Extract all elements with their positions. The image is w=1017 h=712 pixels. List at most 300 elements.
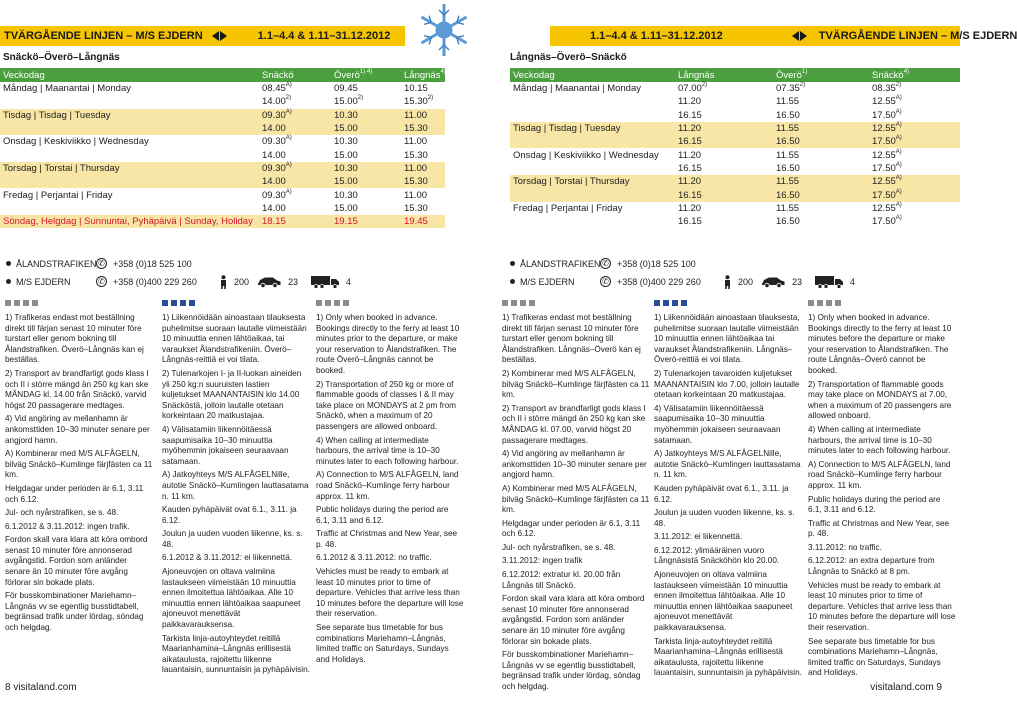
footnotes-swedish — [502, 300, 650, 696]
table-row — [0, 135, 445, 148]
weekday-cell: Måndag | Maanantai | Monday — [513, 83, 641, 95]
time-cell — [262, 96, 334, 107]
time-cell — [334, 176, 404, 187]
time-value: 16.15 — [678, 189, 702, 201]
time-cell — [872, 163, 960, 174]
weekday-cell: Tisdag | Tisdag | Tuesday — [513, 123, 621, 135]
line-title: TVÄRGÅENDE LINJEN – M/S EJDERN — [818, 30, 1017, 42]
square-icon — [32, 300, 38, 306]
table-row — [510, 148, 960, 161]
footnote-paragraph: 2) Transport av brandfarligt gods klass I och II i större mängd än 250 kg kan ske MÅNDAG kl. 14.00 från Snäckö, varvid högst 20 passagerare medtages. — [5, 368, 149, 410]
time-cell — [334, 216, 404, 227]
time-cell — [404, 163, 445, 174]
footnote-paragraph: 1) Trafikeras endast mot beställning direkt till färjan senast 10 minuter före turstart eller genom bokning till Ålandstrafiken. Långnäs–Överö kan ej beställas. — [502, 313, 641, 365]
time-cell — [404, 216, 445, 227]
header-bar — [0, 26, 405, 46]
col-port-1: Snäckö — [262, 69, 294, 81]
time-value: 08.35 — [872, 83, 896, 95]
square-icon — [325, 300, 331, 306]
left-page — [0, 0, 480, 712]
table-row — [510, 122, 960, 135]
time-value: 16.50 — [776, 216, 800, 228]
contact-row — [510, 256, 872, 271]
time-cell — [678, 110, 776, 121]
square-icon — [817, 300, 823, 306]
time-value: 10.30 — [334, 136, 358, 148]
time-value: 14.00 — [262, 149, 286, 161]
time-value: 07.00 — [678, 83, 702, 95]
footnote-paragraph: 3.11.2012: ei liikennettä. — [654, 532, 743, 542]
square-icon — [681, 300, 687, 306]
time-note: 2) — [427, 95, 434, 102]
time-cell — [872, 203, 960, 214]
footnote-paragraph: 2) Transportation of flammable goods may take place on MONDAYS at 7.00, when a maximum of 20 passengers are allowed onboard. — [808, 379, 952, 421]
weekday-cell: Onsdag | Keskiviikko | Wednesday — [513, 149, 659, 161]
footnote-paragraph: Vehicles must be ready to embark at least 10 minutes prior to time of departure. Vehicles that arrive less than 10 minutes before the departure will lose their reservation. — [316, 567, 464, 619]
square-icon — [5, 300, 11, 306]
square-icon — [520, 300, 526, 306]
car-icon — [760, 276, 786, 288]
time-value: 12.55 — [872, 202, 896, 214]
footnote-paragraph: 2) Transportation of 250 kg or more of flammable goods of classes I & II may take place on MONDAYS at 2 pm from Snäckö, when a maximum of 20 passengers are allowed onboard. — [316, 379, 456, 431]
truck-capacity: 4 — [850, 276, 856, 287]
timetable — [510, 68, 960, 228]
time-cell — [678, 216, 776, 227]
time-note: A) — [895, 215, 902, 222]
right-page — [480, 0, 1017, 712]
time-cell — [872, 150, 960, 161]
time-value: 10.30 — [334, 189, 358, 201]
time-value: 11.00 — [404, 189, 428, 201]
footnote-paragraph: 1) Only when booked in advance. Bookings directly to the ferry at least 10 minutes before the departure or make your reservation to Ålandstrafiken. The route Långnäs–Överö cannot be booked. — [808, 313, 952, 375]
footnote-paragraph: 6.1.2012 & 3.11.2012: no traffic. — [316, 553, 432, 563]
time-value: 09.45 — [334, 83, 358, 95]
time-value: 11.20 — [678, 123, 702, 135]
validity-dates: 1.1–4.4 & 1.11–31.12.2012 — [590, 30, 723, 42]
footnote-paragraph: Joulun ja uuden vuoden liikenne, ks. s. 48. — [162, 529, 303, 549]
language-marker — [316, 300, 464, 306]
contact-row — [6, 274, 368, 289]
line-title-right — [783, 30, 1017, 42]
time-value: 09.30 — [262, 109, 286, 121]
time-cell — [404, 96, 445, 107]
footnote-paragraph: 3.11.2012: ingen trafik — [502, 556, 583, 566]
col-weekday: Veckodag — [3, 69, 45, 81]
footnote-paragraph: See separate bus timetable for bus combinations Mariehamn–Långnäs, limited traffic on Saturdays, Sundays and Holidays. — [808, 636, 941, 678]
time-cell — [872, 216, 960, 227]
time-value: 08.45 — [262, 83, 286, 95]
truck-capacity: 4 — [346, 276, 352, 287]
time-value: 10.15 — [404, 83, 428, 95]
time-value: 12.55 — [872, 149, 896, 161]
time-value: 18.15 — [262, 216, 286, 228]
footnote-paragraph: Kauden pyhäpäivät ovat 6.1., 3.11. ja 6.12. — [654, 483, 789, 504]
footnote-paragraph: Helgdagar under perioden är 6.1, 3.11 och 6.12. — [502, 518, 641, 539]
phone-number: +358 (0)400 229 260 — [113, 276, 197, 287]
truck-icon — [310, 275, 340, 289]
time-value: 19.45 — [404, 216, 428, 228]
table-row — [0, 122, 445, 135]
time-cell — [678, 150, 776, 161]
footnote-paragraph: 6.12.2012: extratur kl. 20.00 från Långnäs till Snäckö. — [502, 570, 621, 590]
footnote-paragraph: 2) Tulenarkojen I- ja II-luokan aineiden yli 250 kg:n suuruisten lastien kuljetukset MAANANTAISIN klo 14.00 Snäcköstä, jolloin lautalle otetaan korkeintaan 20 matkustajaa. — [162, 368, 302, 421]
contact-block — [6, 256, 368, 292]
car-icon — [256, 276, 282, 288]
passenger-capacity: 200 — [234, 276, 250, 287]
time-cell — [262, 110, 334, 121]
time-value: 15.30 — [404, 176, 428, 188]
time-cell — [404, 136, 445, 147]
table-row — [0, 95, 445, 108]
square-icon — [654, 300, 660, 306]
footnote-paragraph: För busskombinationer Mariehamn–Långnäs vv se egentlig busstidtabell, begränsad trafik under lördag, söndag och helgdag. — [502, 650, 641, 691]
footnote-paragraph: 1) Trafikeras endast mot beställning direkt till färjan senast 10 minuter före turstart eller genom bokning till Ålandstrafiken. Överö–Långnäs kan ej beställas. — [5, 313, 144, 365]
footnote-paragraph: Traffic at Christmas and New Year, see p. 48. — [808, 518, 950, 539]
square-icon — [189, 300, 195, 306]
time-cell — [872, 123, 960, 134]
square-icon — [808, 300, 814, 306]
footnote-paragraph: Public holidays during the period are 6.1, 3.11 and 6.12. — [316, 505, 449, 525]
time-cell — [776, 96, 872, 107]
time-value: 11.55 — [776, 96, 800, 108]
time-cell — [776, 203, 872, 214]
square-icon — [14, 300, 20, 306]
weekday-cell: Fredag | Perjantai | Friday — [513, 202, 623, 214]
line-title: TVÄRGÅENDE LINJEN – M/S EJDERN — [4, 30, 203, 42]
time-value: 17.50 — [872, 162, 896, 174]
time-note: 2) — [895, 82, 902, 89]
time-value: 17.50 — [872, 189, 896, 201]
square-icon — [23, 300, 29, 306]
time-note: 2) — [285, 95, 292, 102]
time-value: 16.15 — [678, 136, 702, 148]
square-icon — [180, 300, 186, 306]
timetable-body — [510, 82, 960, 228]
contact-block — [510, 256, 872, 292]
footnote-paragraph: 6.1.2012 & 3.11.2012: ingen trafik. — [5, 521, 130, 531]
time-cell — [262, 163, 334, 174]
weekday-cell: Tisdag | Tisdag | Tuesday — [3, 109, 111, 121]
time-cell — [872, 136, 960, 147]
footnote-paragraph: See separate bus timetable for bus combinations Mariehamn–Långnäs, limited traffic on Saturdays, Sundays and Holidays. — [316, 623, 449, 664]
time-value: 11.20 — [678, 149, 702, 161]
bullet-icon — [6, 261, 11, 266]
time-cell — [334, 163, 404, 174]
footnote-paragraph: 4) Välisatamiin liikennöitäessä saapumisaika 10–30 minuuttia myöhemmin jokaiseen seuraavaan satamaan. — [162, 424, 289, 466]
time-cell — [776, 216, 872, 227]
time-value: 16.15 — [678, 162, 702, 174]
passenger-capacity: 200 — [738, 276, 754, 287]
phone-icon: ✆ — [600, 276, 611, 287]
phone-number: +358 (0)18 525 100 — [617, 258, 696, 269]
table-row — [510, 82, 960, 95]
time-cell — [678, 203, 776, 214]
time-note: A) — [895, 175, 902, 182]
table-row — [0, 162, 445, 175]
time-value: 07.35 — [776, 83, 800, 95]
route-title: Snäckö–Överö–Långnäs — [3, 52, 120, 63]
time-cell — [404, 123, 445, 134]
time-value: 14.00 — [262, 123, 286, 135]
time-value: 16.50 — [776, 109, 800, 121]
weekday-cell: Onsdag | Keskiviikko | Wednesday — [3, 136, 149, 148]
time-value: 12.55 — [872, 176, 896, 188]
time-cell — [262, 190, 334, 201]
time-cell — [334, 123, 404, 134]
route-title: Långnäs–Överö–Snäckö — [510, 52, 627, 63]
time-cell — [776, 83, 872, 94]
person-icon — [723, 275, 732, 289]
time-cell — [262, 83, 334, 94]
footnotes-english — [808, 300, 956, 682]
operator-name: M/S EJDERN — [520, 276, 575, 287]
square-icon — [334, 300, 340, 306]
bidirectional-arrow-icon — [212, 31, 227, 41]
time-value: 17.50 — [872, 136, 896, 148]
time-cell — [678, 83, 776, 94]
footnote-paragraph: A) Kombinerar med M/S ALFÅGELN, bilväg Snäckö–Kumlinge färjfästen ca 11 km. — [502, 483, 650, 515]
footnote-paragraph: Ajoneuvojen on oltava valmiina lastaukseen viimeistään 10 minuuttia ennen ilmoitettua lähtöaikaa. Alle 10 minuuttia ennen lähtöaikaa saapuneet ajoneuvot menettävät paikkavarauksensa. — [654, 570, 793, 633]
time-value: 16.15 — [678, 109, 702, 121]
time-cell — [776, 150, 872, 161]
footnote-paragraph: Helgdagar under perioden är 6.1, 3.11 och 6.12. — [5, 483, 144, 504]
time-cell — [678, 96, 776, 107]
footnote-paragraph: Tarkista linja-autoyhteydet reitillä Maarianhamina–Långnäs erillisestä aikataulusta, rajoitettu liikenne lauantaisin, sunnuntaisin ja pyhäpäivisin. — [162, 633, 310, 675]
time-value: 14.00 — [262, 202, 286, 214]
footnote-paragraph: 1) Liikennöidään ainoastaan tilauksesta puhelimitse suoraan lautalle viimeistään 10 minuuttia ennen lähtöaikaa, tai varaukset Ålandstrafikeniin. Överö–Långnäs-reittiä ei voi tilata. — [162, 313, 307, 365]
weekday-cell: Söndag, Helgdag | Sunnuntai, Pyhäpäivä | Sunday, Holiday — [3, 216, 253, 228]
time-cell — [334, 190, 404, 201]
table-row — [510, 109, 960, 122]
time-note: 2) — [701, 82, 708, 89]
table-row — [510, 175, 960, 188]
language-marker — [5, 300, 153, 306]
time-cell — [678, 190, 776, 201]
weekday-cell: Fredag | Perjantai | Friday — [3, 189, 113, 201]
time-value: 12.55 — [872, 96, 896, 108]
bullet-icon — [6, 279, 11, 284]
validity-dates: 1.1–4.4 & 1.11–31.12.2012 — [257, 30, 391, 42]
footnote-paragraph: 6.1.2012 & 3.11.2012: ei liikennettä. — [162, 553, 293, 563]
time-cell — [872, 96, 960, 107]
time-value: 17.50 — [872, 216, 896, 228]
table-row — [510, 188, 960, 201]
time-value: 11.00 — [404, 109, 428, 121]
time-note: A) — [895, 95, 902, 102]
weekday-cell: Torsdag | Torstai | Thursday — [3, 162, 120, 174]
footnote-paragraph: Traffic at Christmas and New Year, see p. 48. — [316, 529, 458, 549]
phone-icon: ✆ — [96, 276, 107, 287]
square-icon — [343, 300, 349, 306]
bullet-icon — [510, 279, 515, 284]
time-cell — [334, 96, 404, 107]
footnote-paragraph: A) Jatkoyhteys M/S ALFÅGELNille, autotie Snäckö–Kumlingen lauttasatama n. 11 km. — [162, 470, 309, 501]
footnote-paragraph: 6.12.2012: ylimääräinen vuoro Långnäsistä Snäcköhön klo 20.00. — [654, 545, 780, 566]
time-cell — [872, 83, 960, 94]
time-cell — [262, 216, 334, 227]
footnote-paragraph: För busskombinationer Mariehamn–Långnäs vv se egentlig busstidtabell, begränsad trafik under lördag, söndag och helgdag. — [5, 591, 144, 633]
time-value: 15.30 — [404, 123, 428, 135]
time-value: 11.20 — [678, 202, 702, 214]
timetable — [0, 68, 445, 228]
footnote-paragraph: Vehicles must be ready to embark at least 10 minutes prior to time of departure. Vehicles that arrive less than 10 minutes before the departure will lose their reservation. — [808, 580, 956, 633]
table-row — [0, 82, 445, 95]
time-cell — [776, 190, 872, 201]
time-value: 14.00 — [262, 176, 286, 188]
table-row — [0, 148, 445, 161]
time-cell — [872, 190, 960, 201]
time-note: A) — [895, 122, 902, 129]
time-note: A) — [895, 135, 902, 142]
time-value: 15.30 — [404, 149, 428, 161]
time-cell — [334, 150, 404, 161]
table-row — [510, 215, 960, 228]
time-note: A) — [895, 201, 902, 208]
square-icon — [511, 300, 517, 306]
weekday-cell: Torsdag | Torstai | Thursday — [513, 176, 630, 188]
time-cell — [262, 123, 334, 134]
time-value: 09.30 — [262, 136, 286, 148]
square-icon — [502, 300, 508, 306]
table-row — [0, 215, 445, 228]
timetable-body — [0, 82, 445, 228]
col-weekday: Veckodag — [513, 69, 555, 81]
time-value: 10.30 — [334, 162, 358, 174]
footnote-paragraph: A) Jatkoyhteys M/S ALFÅGELNille, autotie Snäckö–Kumlingen lauttasatama n. 11 km. — [654, 449, 801, 480]
square-icon — [826, 300, 832, 306]
operator-name: M/S EJDERN — [16, 276, 71, 287]
bullet-icon — [510, 261, 515, 266]
time-value: 11.55 — [776, 123, 800, 135]
time-cell — [262, 136, 334, 147]
time-cell — [262, 176, 334, 187]
phone-number: +358 (0)400 229 260 — [617, 276, 701, 287]
time-value: 16.50 — [776, 162, 800, 174]
timetable-header — [0, 68, 445, 82]
footnote-paragraph: A) Kombinerar med M/S ALFÅGELN, bilväg Snäckö–Kumlinge färjfästen ca 11 km. — [5, 449, 153, 480]
footnote-paragraph: 2) Kombinerar med M/S ALFÅGELN, bilväg Snäckö–Kumlinge färjfästen ca 11 km. — [502, 368, 650, 400]
time-value: 15.30 — [404, 202, 428, 214]
time-value: 11.55 — [776, 149, 800, 161]
truck-icon — [814, 275, 844, 289]
footnotes-finnish — [654, 300, 802, 682]
time-note: A) — [895, 108, 902, 115]
table-row — [510, 162, 960, 175]
footnote-paragraph: Public holidays during the period are 6.1, 3.11 and 6.12. — [808, 494, 941, 515]
time-cell — [678, 123, 776, 134]
square-icon — [672, 300, 678, 306]
car-capacity: 23 — [288, 276, 299, 287]
table-row — [0, 175, 445, 188]
time-note: A) — [285, 82, 292, 89]
time-value: 12.55 — [872, 123, 896, 135]
table-row — [510, 135, 960, 148]
table-row — [0, 188, 445, 201]
operator-name: ÅLANDSTRAFIKEN — [16, 258, 97, 269]
time-value: 11.00 — [404, 136, 428, 148]
time-cell — [776, 123, 872, 134]
operator-name: ÅLANDSTRAFIKEN — [520, 258, 601, 269]
time-cell — [776, 163, 872, 174]
time-cell — [262, 203, 334, 214]
language-marker — [808, 300, 956, 306]
time-note: 2) — [799, 82, 806, 89]
contact-row — [510, 274, 872, 289]
header-bar — [550, 26, 1017, 46]
square-icon — [663, 300, 669, 306]
time-cell — [678, 136, 776, 147]
language-marker — [502, 300, 650, 306]
footnote-paragraph: Jul- och nyårstrafiken, se s. 48. — [502, 542, 616, 552]
time-note: A) — [895, 148, 902, 155]
time-cell — [404, 150, 445, 161]
time-value: 15.00 — [334, 176, 358, 188]
footnote-paragraph: 4) Vid angöring av mellanhamn är ankomsttiden 10–30 minuter senare per angjord hamn. — [5, 414, 150, 445]
col-port-2: Överö$^{1)}$ — [776, 68, 808, 81]
footnote-paragraph: 4) When calling at intermediate harbours, the arrival time is 10–30 minutes later to each following harbour. — [316, 435, 459, 466]
time-value: 17.50 — [872, 109, 896, 121]
time-cell — [334, 136, 404, 147]
footnote-paragraph: 4) Välisatamiin liikennöitäessä saapumisaika 10–30 minuuttia myöhemmin jokaiseen seuraavaan satamaan. — [654, 403, 781, 445]
square-icon — [162, 300, 168, 306]
footnotes-swedish — [5, 300, 153, 637]
time-note: A) — [285, 188, 292, 195]
time-cell — [404, 176, 445, 187]
col-port-3: Snäckö$^{4)}$ — [872, 68, 910, 81]
time-note: A) — [895, 161, 902, 168]
language-marker — [162, 300, 310, 306]
time-value: 11.55 — [776, 176, 800, 188]
time-value: 11.20 — [678, 176, 702, 188]
footnote-paragraph: Jul- och nyårstrafiken, se s. 48. — [5, 508, 119, 518]
time-cell — [776, 176, 872, 187]
time-value: 09.30 — [262, 189, 286, 201]
time-value: 16.50 — [776, 136, 800, 148]
time-cell — [776, 110, 872, 121]
footnote-paragraph: 4) When calling at intermediate harbours, the arrival time is 10–30 minutes later to each following harbour. — [808, 424, 951, 456]
table-row — [510, 202, 960, 215]
footnote-paragraph: Fordon skall vara klara att köra ombord senast 10 minuter före annonserad avgångstid. Fordon som anländer senare än 10 minuter före avgång förlorar sin bokade plats. — [5, 535, 148, 587]
time-value: 11.00 — [404, 162, 428, 174]
col-port-1: Långnäs — [678, 69, 715, 81]
square-icon — [529, 300, 535, 306]
time-cell — [404, 110, 445, 121]
col-port-3: Långnäs$^{4)}$ — [404, 68, 446, 81]
snowflake-icon — [408, 0, 480, 60]
phone-icon: ✆ — [96, 258, 107, 269]
time-value: 15.30 — [404, 96, 428, 108]
footnotes-finnish — [162, 300, 310, 679]
time-value: 09.30 — [262, 162, 286, 174]
square-icon — [835, 300, 841, 306]
bidirectional-arrow-icon — [792, 31, 807, 41]
contact-row — [6, 256, 368, 271]
time-cell — [872, 110, 960, 121]
table-row — [510, 95, 960, 108]
timetable-header — [510, 68, 960, 82]
footnote-paragraph: Joulun ja uuden vuoden liikenne, ks. s. 48. — [654, 508, 795, 528]
time-value: 15.00 — [334, 149, 358, 161]
time-value: 14.00 — [262, 96, 286, 108]
time-value: 11.55 — [776, 202, 800, 214]
time-value: 16.15 — [678, 216, 702, 228]
time-cell — [404, 83, 445, 94]
time-cell — [334, 110, 404, 121]
footnote-paragraph: 2) Tulenarkojen tavaroiden kuljetukset MAANANTAISIN klo 7.00, jolloin lautalle otetaan korkeintaan 20 matkustajaa. — [654, 368, 800, 400]
time-cell — [776, 136, 872, 147]
footnote-paragraph: 2) Transport av brandfarligt gods klass I och II i större mängd än 250 kg kan ske MÅNDAG kl. 07.00, varvid högst 20 passagerare medtages. — [502, 403, 646, 445]
square-icon — [316, 300, 322, 306]
